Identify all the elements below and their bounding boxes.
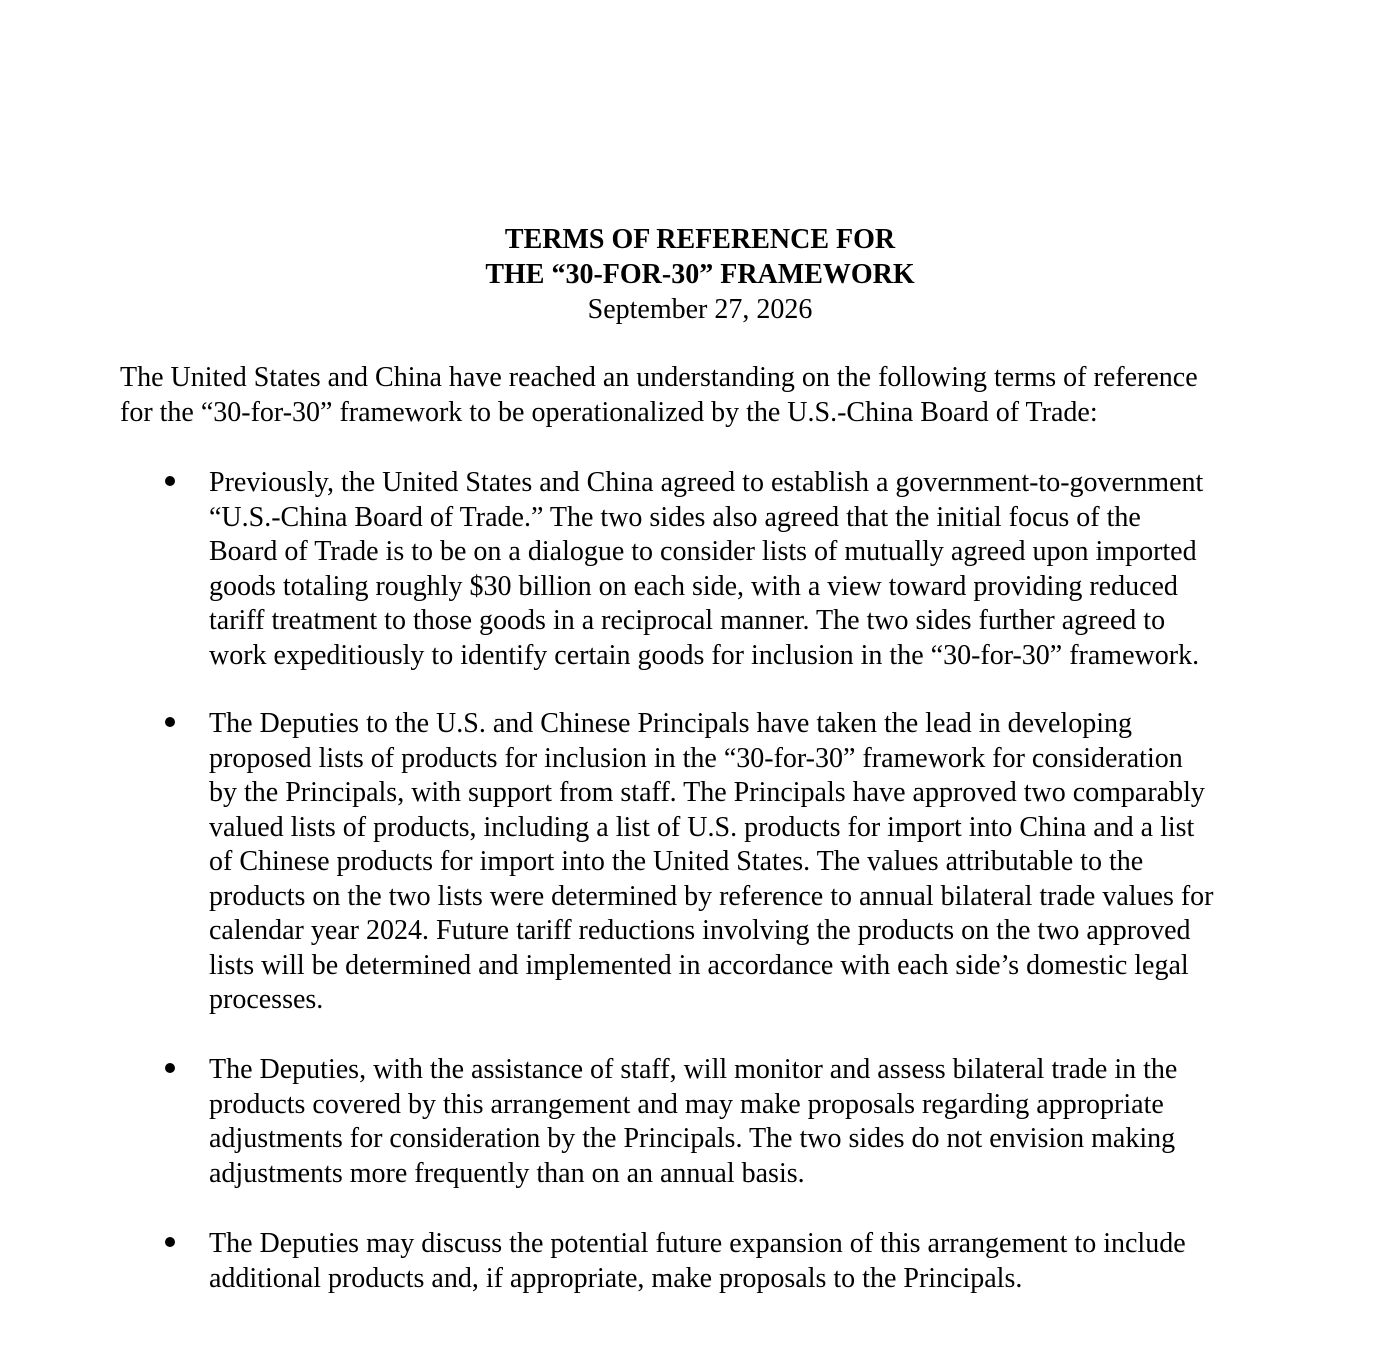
text-line: lists will be determined and implemented in accordance with each side’s domestic legal xyxy=(209,949,1189,981)
text-line: additional products and, if appropriate, make proposals to the Principals. xyxy=(209,1262,1023,1294)
text-line: valued lists of products, including a list of U.S. products for import into China and a list xyxy=(209,811,1195,843)
text-line: Board of Trade is to be on a dialogue to consider lists of mutually agreed upon imported xyxy=(209,536,1197,567)
text-line: work expeditiously to identify certain goods for inclusion in the “30-for-30” framework. xyxy=(209,639,1200,671)
text-line: tariff treatment to those goods in a reciprocal manner. The two sides further agreed to xyxy=(209,605,1166,636)
list-item-text xyxy=(209,1227,1186,1296)
text-line: adjustments for consideration by the Principals. The two sides do not envision making xyxy=(209,1123,1176,1154)
document-header xyxy=(0,222,1400,327)
text-line: proposed lists of products for inclusion in the “30-for-30” framework for consideration xyxy=(209,742,1183,774)
bullet-icon xyxy=(165,1237,179,1251)
title-line-1: TERMS OF REFERENCE FOR xyxy=(504,224,896,255)
intro-line: The United States and China have reached an understanding on the following terms of reference xyxy=(120,362,1198,393)
text-line: processes. xyxy=(209,984,324,1015)
text-line: products on the two lists were determined by reference to annual bilateral trade values for xyxy=(209,880,1214,912)
list-item-text xyxy=(209,466,1203,673)
text-line: products covered by this arrangement and may make proposals regarding appropriate xyxy=(209,1088,1164,1120)
list-item-text xyxy=(209,1053,1177,1191)
text-line: adjustments more frequently than on an annual basis. xyxy=(209,1157,805,1189)
text-line: The Deputies to the U.S. and Chinese Principals have taken the lead in developing xyxy=(209,708,1132,739)
text-line: by the Principals, with support from staff. The Principals have approved two comparably xyxy=(209,777,1205,808)
text-line: The Deputies may discuss the potential future expansion of this arrangement to include xyxy=(209,1228,1186,1259)
bullet-icon xyxy=(165,476,179,490)
text-line: “U.S.-China Board of Trade.” The two sides also agreed that the initial focus of the xyxy=(209,501,1141,533)
bullet-icon xyxy=(165,717,179,731)
text-line: calendar year 2024. Future tariff reductions involving the products on the two approved xyxy=(209,915,1191,946)
text-line: Previously, the United States and China agreed to establish a government-to-government xyxy=(209,467,1204,498)
document-date: September 27, 2026 xyxy=(587,294,813,325)
intro-line: for the “30-for-30” framework to be operationalized by the U.S.-China Board of Trade: xyxy=(120,396,1098,428)
bullet-icon xyxy=(165,1063,179,1077)
list-item-text xyxy=(209,707,1214,1018)
text-line: goods totaling roughly $30 billion on each side, with a view toward providing reduced xyxy=(209,570,1178,602)
title-line-2: THE “30-FOR-30” FRAMEWORK xyxy=(485,259,915,290)
text-line: of Chinese products for import into the United States. The values attributable to the xyxy=(209,846,1144,877)
intro-paragraph xyxy=(120,361,1285,430)
text-line: The Deputies, with the assistance of staff, will monitor and assess bilateral trade in the xyxy=(209,1054,1178,1085)
